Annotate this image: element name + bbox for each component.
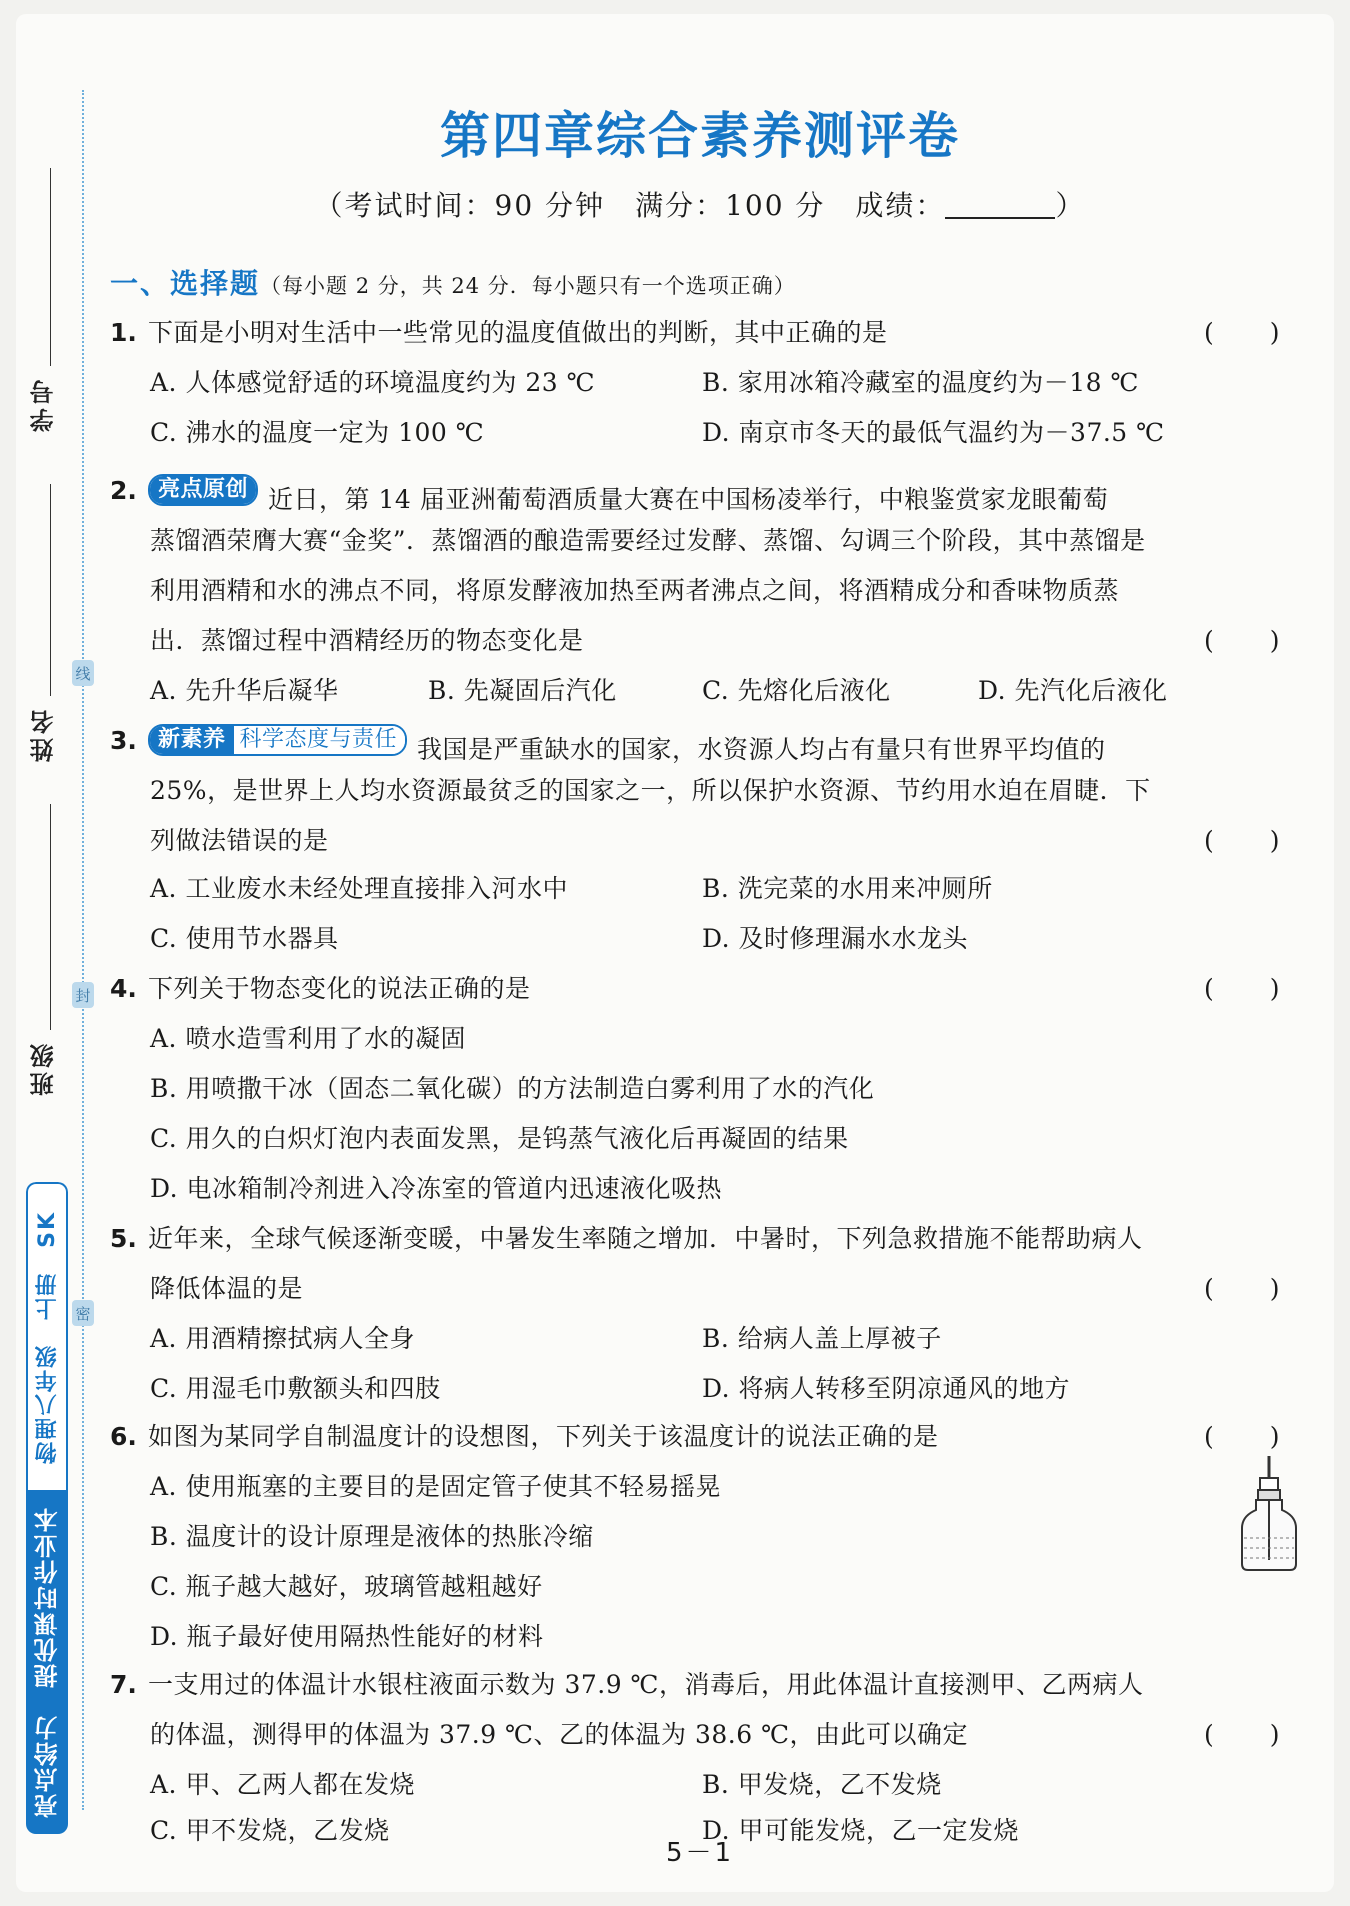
- question-5-line-1: 近年来，全球气候逐渐变暖，中暑发生率随之增加．中暑时，下列急救措施不能帮助病人: [148, 1224, 1143, 1253]
- score-blank[interactable]: [945, 217, 1055, 219]
- exam-meta: [0, 184, 1350, 224]
- question-1-stem: 下面是小明对生活中一些常见的温度值做出的判断，其中正确的是: [148, 318, 888, 347]
- question-2-option-d[interactable]: D. 先汽化后液化: [978, 676, 1168, 705]
- series-grade-panel: [26, 1182, 68, 1490]
- question-5-option-d[interactable]: D. 将病人转移至阴凉通风的地方: [702, 1374, 1071, 1403]
- section-heading: [110, 262, 796, 302]
- question-1-option-c[interactable]: C. 沸水的温度一定为 100 ℃: [150, 418, 485, 447]
- question-7-line-2: 的体温，测得甲的体温为 37.9 ℃、乙的体温为 38.6 ℃，由此可以确定: [150, 1720, 969, 1749]
- question-5-option-c[interactable]: C. 用湿毛巾敷额头和四肢: [150, 1374, 441, 1403]
- section-title: 一、选择题: [110, 267, 261, 300]
- question-2-answer-blank[interactable]: ( ): [1204, 626, 1282, 655]
- question-5-option-a[interactable]: A. 用酒精擦拭病人全身: [150, 1324, 415, 1353]
- student-name-field[interactable]: [26, 706, 96, 766]
- question-2-line-3: 利用酒精和水的沸点不同，将原发酵液加热至两者沸点之间，将酒精成分和香味物质蒸: [150, 576, 1120, 605]
- original-tag: [148, 474, 258, 506]
- question-3-line-1-text: 我国是严重缺水的国家，水资源人均占有量只有世界平均值的: [417, 735, 1106, 764]
- section-note: （每小题 2 分，共 24 分．每小题只有一个选项正确）: [260, 274, 796, 298]
- question-3-answer-blank[interactable]: ( ): [1204, 826, 1282, 855]
- question-2-line-1-text: 近日，第 14 届亚洲葡萄酒质量大赛在中国杨凌举行，中粮鉴赏家龙眼葡萄: [268, 485, 1109, 514]
- question-5-answer-blank[interactable]: ( ): [1204, 1274, 1282, 1303]
- class-underline: [50, 804, 51, 1030]
- question-6-option-d[interactable]: D. 瓶子最好使用隔热性能好的材料: [150, 1622, 544, 1651]
- question-6-answer-blank[interactable]: ( ): [1204, 1422, 1282, 1451]
- question-1-option-d[interactable]: D. 南京市冬天的最低气温约为－37.5 ℃: [702, 418, 1165, 447]
- student-name-label: 姓名: [30, 706, 58, 762]
- series-grade-text: 物理八年级 上册 SK: [34, 1210, 60, 1464]
- series-brand-panel: [26, 1490, 68, 1834]
- question-3-option-c[interactable]: C. 使用节水器具: [150, 924, 339, 953]
- question-6-option-a[interactable]: A. 使用瓶塞的主要目的是固定管子使其不轻易摇晃: [150, 1472, 721, 1501]
- question-7-option-c[interactable]: C. 甲不发烧，乙发烧: [150, 1816, 390, 1845]
- binding-mark-seal: 封: [72, 982, 94, 1008]
- question-3-line-2: 25%，是世界上人均水资源最贫乏的国家之一，所以保护水资源、节约用水迫在眉睫．下: [150, 776, 1151, 805]
- literacy-tag-sub: 科学态度与责任: [234, 726, 406, 754]
- literacy-tag: [148, 724, 407, 756]
- question-7-answer-blank[interactable]: ( ): [1204, 1720, 1282, 1749]
- question-1-answer-blank[interactable]: ( ): [1204, 318, 1282, 347]
- question-1-option-a[interactable]: A. 人体感觉舒适的环境温度约为 23 ℃: [150, 368, 596, 397]
- question-6-number: 6.: [110, 1422, 137, 1451]
- question-3-option-a[interactable]: A. 工业废水未经处理直接排入河水中: [150, 874, 568, 903]
- question-1-option-b[interactable]: B. 家用冰箱冷藏室的温度约为－18 ℃: [702, 368, 1139, 397]
- exam-title: 第四章综合素养测评卷: [440, 107, 960, 165]
- question-7-option-b[interactable]: B. 甲发烧，乙不发烧: [702, 1770, 942, 1799]
- question-2-number: 2.: [110, 476, 137, 505]
- question-6-option-b[interactable]: B. 温度计的设计原理是液体的热胀冷缩: [150, 1522, 594, 1551]
- question-1-number: 1.: [110, 318, 137, 347]
- question-3-line-3: 列做法错误的是: [150, 826, 329, 855]
- question-7-line-1: 一支用过的体温计水银柱液面示数为 37.9 ℃，消毒后，用此体温计直接测甲、乙两病人: [148, 1670, 1144, 1699]
- question-6-stem: 如图为某同学自制温度计的设想图，下列关于该温度计的说法正确的是: [148, 1422, 939, 1451]
- student-id-field[interactable]: [26, 376, 96, 436]
- question-3-option-d[interactable]: D. 及时修理漏水水龙头: [702, 924, 969, 953]
- question-4-option-a[interactable]: A. 喷水造雪利用了水的凝固: [150, 1024, 466, 1053]
- question-2-line-1: [148, 474, 1108, 517]
- question-4-number: 4.: [110, 974, 137, 1003]
- original-tag-label: 亮点原创: [150, 476, 256, 504]
- question-4-stem: 下列关于物态变化的说法正确的是: [148, 974, 531, 1003]
- student-name-underline: [50, 484, 51, 696]
- question-2-option-a[interactable]: A. 先升华后凝华: [150, 676, 339, 705]
- question-4-option-c[interactable]: C. 用久的白炽灯泡内表面发黑，是钨蒸气液化后再凝固的结果: [150, 1124, 849, 1153]
- exam-meta-text: （考试时间：90 分钟 满分：100 分 成绩：: [314, 189, 946, 222]
- question-3-option-b[interactable]: B. 洗完菜的水用来冲厕所: [702, 874, 993, 903]
- question-4-option-d[interactable]: D. 电冰箱制冷剂进入冷冻室的管道内迅速液化吸热: [150, 1174, 723, 1203]
- literacy-tag-label: 新素养: [150, 726, 234, 754]
- class-field[interactable]: [26, 1040, 96, 1100]
- question-5-line-2: 降低体温的是: [150, 1274, 304, 1303]
- class-label: 班级: [30, 1040, 58, 1096]
- question-5-number: 5.: [110, 1224, 137, 1253]
- question-2-option-c[interactable]: C. 先熔化后液化: [702, 676, 891, 705]
- question-2-line-2: 蒸馏酒荣膺大赛“金奖”．蒸馏酒的酿造需要经过发酵、蒸馏、勾调三个阶段，其中蒸馏是: [150, 526, 1146, 555]
- question-7-number: 7.: [110, 1670, 137, 1699]
- question-5-option-b[interactable]: B. 给病人盖上厚被子: [702, 1324, 942, 1353]
- question-2-line-4: 出．蒸馏过程中酒精经历的物态变化是: [150, 626, 584, 655]
- question-2-option-b[interactable]: B. 先凝固后汽化: [428, 676, 617, 705]
- series-brand-text: 亮点给力 提优课时作业本: [33, 1506, 62, 1818]
- binding-dotted-line: [82, 90, 84, 1810]
- question-3-number: 3.: [110, 726, 137, 755]
- question-3-line-1: [148, 724, 1106, 767]
- binding-mark-line: 线: [72, 660, 94, 686]
- question-7-option-a[interactable]: A. 甲、乙两人都在发烧: [150, 1770, 415, 1799]
- question-4-answer-blank[interactable]: ( ): [1204, 974, 1282, 1003]
- binding-mark-close: 密: [72, 1300, 94, 1326]
- question-6-option-c[interactable]: C. 瓶子越大越好，玻璃管越粗越好: [150, 1572, 543, 1601]
- student-id-label: 学号: [30, 376, 58, 432]
- question-4-option-b[interactable]: B. 用喷撒干冰（固态二氧化碳）的方法制造白雾利用了水的汽化: [150, 1074, 875, 1103]
- exam-meta-close: ）: [1055, 189, 1086, 222]
- thermometer-flask-figure: [1238, 1454, 1300, 1572]
- page-number: 5－1: [665, 1838, 735, 1868]
- book-series-badge: [26, 1182, 68, 1834]
- question-7-option-d[interactable]: D. 甲可能发烧，乙一定发烧: [702, 1816, 1020, 1845]
